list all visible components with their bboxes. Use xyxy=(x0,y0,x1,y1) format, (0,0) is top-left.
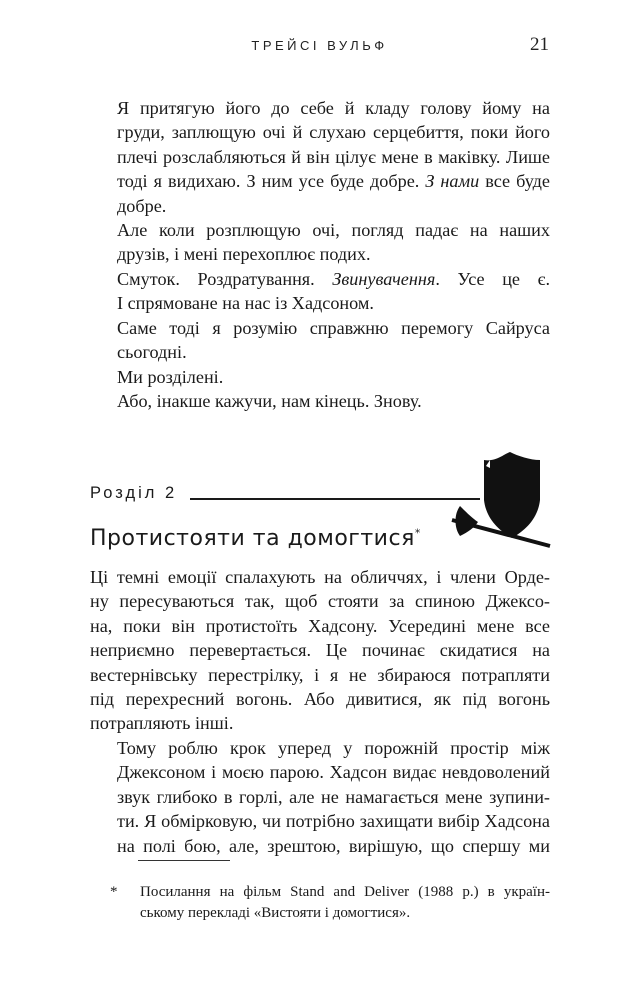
footnote-mark: * xyxy=(110,884,118,900)
paragraph xyxy=(90,96,550,218)
text-line: Ми розділені. xyxy=(117,367,224,387)
text-line: на полі бою, але, зрештою, вирішую, що спершу ми xyxy=(117,835,550,856)
text-run: . Усе це є. xyxy=(435,269,550,289)
text-line: ти. Я обмірковую, чи потрібно захищати вибір Хадсона xyxy=(117,811,550,832)
footnote-line: Посилання на фільм Stand and Deliver (1988 р.) в україн- xyxy=(140,884,550,900)
text-line: Я притягую його до себе й кладу голову йому на xyxy=(117,98,550,118)
paragraph xyxy=(90,218,550,267)
text-line: Тому роблю крок уперед у порожній простір між xyxy=(117,738,550,758)
text-line: Ці темні емоції спалахують на обличчях, і члени Орде- xyxy=(90,567,550,587)
italic-run: З нами xyxy=(425,171,480,192)
text-line xyxy=(90,169,550,193)
text-line: Але коли розплющую очі, погляд падає на наших xyxy=(117,220,550,240)
text-run: все буде xyxy=(479,171,551,192)
text-line: добре. xyxy=(117,195,167,216)
text-line: потрапляють інші. xyxy=(90,713,234,734)
footnote xyxy=(110,882,550,924)
page-header xyxy=(0,32,639,58)
chapter-title-text: Протистояти та домогтися xyxy=(90,526,415,551)
paragraph xyxy=(90,267,550,316)
text-line: плечі розслабляються й він цілує мене в маківку. Лише xyxy=(117,146,550,167)
running-head-author: ТРЕЙСІ ВУЛЬФ xyxy=(251,38,388,53)
shield-axe-icon xyxy=(450,448,554,548)
text-line: Саме тоді я розумію справжню перемогу Сайруса xyxy=(117,318,550,338)
text-line: І спрямоване на нас із Хадсоном. xyxy=(117,293,374,314)
text-line xyxy=(90,267,550,291)
text-line: сьогодні. xyxy=(117,342,187,363)
text-line: груди, заплющую очі й слухаю серцебиття, поки його xyxy=(117,122,550,143)
paragraph xyxy=(90,316,550,365)
text-line: Або, інакше кажучи, нам кінець. Знову. xyxy=(117,391,422,411)
text-line: звук глибоко в горлі, але не намагається мене зупини- xyxy=(117,786,550,807)
text-line: Джексоном і моєю парою. Хадсон видає невдоволений xyxy=(117,762,550,783)
text-line: на, поки він протистоїть Хадсону. Усередині мене все xyxy=(90,615,550,636)
text-line: неприємно перевертається. Це починає скидатися на xyxy=(90,640,550,661)
text-line: вестернівську перестрілку, і я не збираюся потрапляти xyxy=(90,664,550,685)
chapter-divider xyxy=(190,498,480,500)
chapter-title xyxy=(90,526,421,551)
paragraph xyxy=(90,565,550,736)
footnote-line: ському перекладі «Вистояти і домогтися». xyxy=(140,905,411,921)
text-run: тоді я видихаю. З ним усе буде добре. xyxy=(117,171,426,192)
paragraph xyxy=(90,365,550,389)
text-line: під перехресний вогонь. Або дивитися, як під вогонь xyxy=(90,689,550,710)
footnote-marker: * xyxy=(414,526,421,540)
italic-run: Звинувачення xyxy=(332,269,436,289)
paragraph xyxy=(90,736,550,858)
footnote-divider xyxy=(138,860,230,861)
page-number: 21 xyxy=(530,34,549,55)
text-run: Смуток. Роздратування. xyxy=(117,269,333,289)
chapter-label: Розділ 2 xyxy=(90,484,178,502)
text-line: ну пересуваються так, щоб стояти за спиною Джексо- xyxy=(90,591,550,612)
paragraph xyxy=(90,389,550,413)
text-line: друзів, і мені перехоплює подих. xyxy=(117,244,371,265)
